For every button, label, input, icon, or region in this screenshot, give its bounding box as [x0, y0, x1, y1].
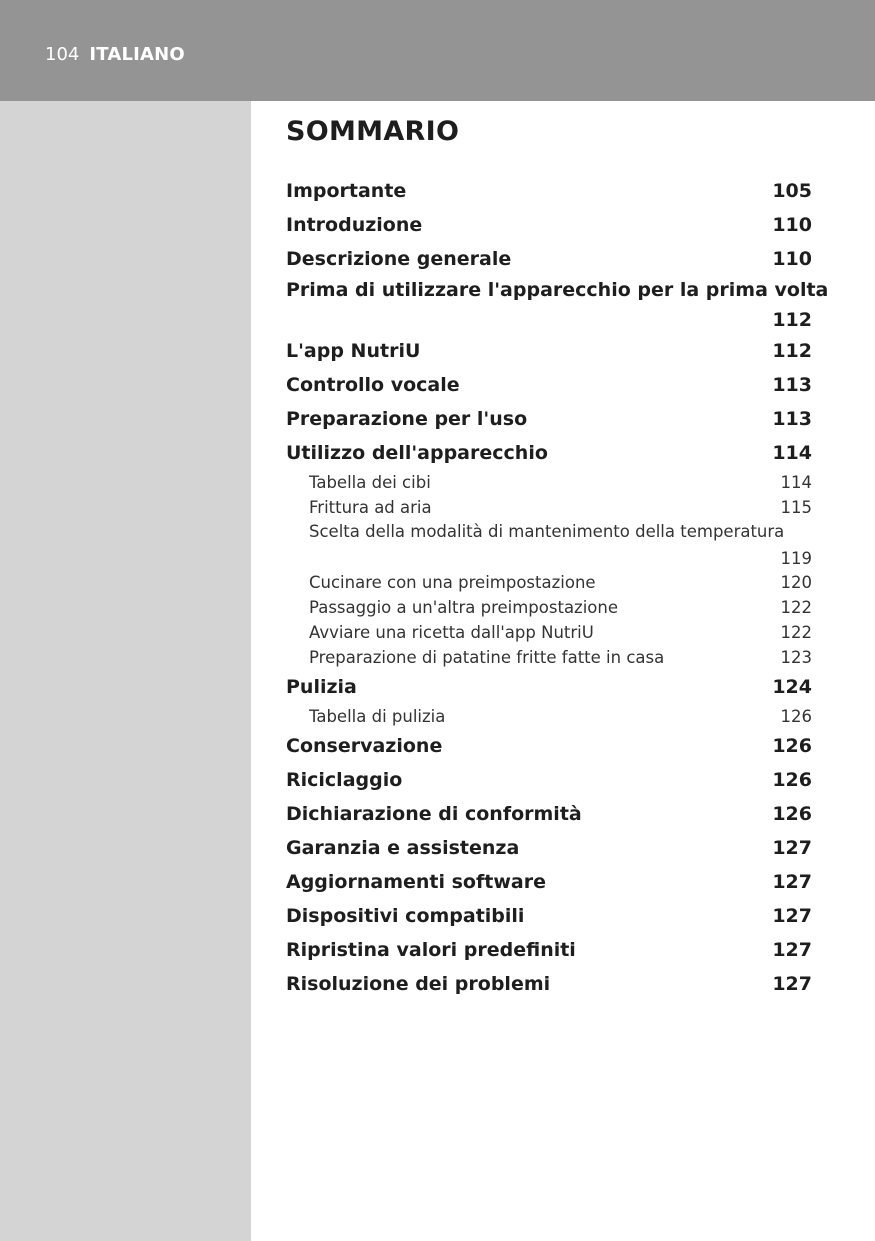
- toc-entry-page: 126: [772, 769, 812, 791]
- toc-subentry-page: 120: [780, 573, 812, 592]
- toc-entry-page: 127: [772, 871, 812, 893]
- toc-subentry-title: Cucinare con una preimpostazione: [309, 573, 596, 592]
- toc-entry-title: Utilizzo dell'apparecchio: [286, 442, 548, 464]
- toc-entry-prima-di-utilizzare[interactable]: [286, 276, 829, 334]
- toc-entry-page: 105: [772, 180, 812, 202]
- toc-entry-title: Pulizia: [286, 676, 357, 698]
- toc-entry-title: Dichiarazione di conformità: [286, 803, 582, 825]
- toc-subentry-title: Tabella dei cibi: [309, 473, 431, 492]
- header-page-number: 104: [45, 44, 80, 65]
- toc-subentry-tabella-cibi[interactable]: [286, 470, 812, 495]
- toc-subentry-page: 122: [780, 598, 812, 617]
- toc-subentry-title: Tabella di pulizia: [309, 707, 446, 726]
- toc-subentry-title: Scelta della modalità di mantenimento della temperatura: [309, 522, 785, 541]
- toc-entry-title: Risoluzione dei problemi: [286, 973, 551, 995]
- toc-subentry-cucinare-preimpostazione[interactable]: [286, 570, 812, 595]
- toc-entry-title: Importante: [286, 180, 407, 202]
- toc-entry-page: 127: [772, 905, 812, 927]
- toc-subentry-passaggio-preimpostazione[interactable]: [286, 595, 812, 620]
- toc-entry-title: Controllo vocale: [286, 374, 460, 396]
- toc-subentry-tabella-pulizia[interactable]: [286, 704, 812, 729]
- toc-entry-preparazione-per-uso[interactable]: [286, 402, 812, 436]
- toc-subentry-page: 122: [780, 623, 812, 642]
- table-of-contents: [286, 174, 829, 1001]
- toc-entry-title: Descrizione generale: [286, 248, 512, 270]
- toc-entry-title: Preparazione per l'uso: [286, 408, 528, 430]
- toc-entry-dispositivi-compatibili[interactable]: [286, 899, 812, 933]
- toc-subentry-title: Frittura ad aria: [309, 498, 432, 517]
- toc-entry-aggiornamenti-software[interactable]: [286, 865, 812, 899]
- toc-subentry-title: Preparazione di patatine fritte fatte in casa: [309, 648, 665, 667]
- toc-entry-descrizione-generale[interactable]: [286, 242, 812, 276]
- toc-content: [286, 114, 829, 1001]
- toc-subentry-page: 126: [780, 707, 812, 726]
- toc-entry-controllo-vocale[interactable]: [286, 368, 812, 402]
- toc-subentry-title: Passaggio a un'altra preimpostazione: [309, 598, 619, 617]
- toc-entry-title: Dispositivi compatibili: [286, 905, 525, 927]
- toc-entry-title: Prima di utilizzare l'apparecchio per la prima volta: [286, 279, 829, 301]
- toc-entry-risoluzione-problemi[interactable]: [286, 967, 812, 1001]
- toc-entry-page: 114: [772, 442, 812, 464]
- toc-entry-page: 126: [772, 735, 812, 757]
- page-title: SOMMARIO: [286, 116, 460, 147]
- toc-entry-page: 113: [772, 408, 812, 430]
- toc-entry-riciclaggio[interactable]: [286, 763, 812, 797]
- toc-entry-pulizia[interactable]: [286, 670, 812, 704]
- toc-entry-introduzione[interactable]: [286, 208, 812, 242]
- toc-entry-ripristina-valori[interactable]: [286, 933, 812, 967]
- toc-entry-page: 127: [772, 973, 812, 995]
- toc-entry-app-nutriu[interactable]: [286, 334, 812, 368]
- toc-entry-conservazione[interactable]: [286, 729, 812, 763]
- toc-entry-title: Ripristina valori predefiniti: [286, 939, 576, 961]
- toc-entry-title: Aggiornamenti software: [286, 871, 546, 893]
- toc-subentry-scelta-modalita[interactable]: [286, 520, 812, 570]
- toc-entry-importante[interactable]: [286, 174, 812, 208]
- toc-subentry-page: 115: [780, 498, 812, 517]
- toc-entry-page: 127: [772, 939, 812, 961]
- toc-entry-page: 124: [772, 676, 812, 698]
- toc-entry-page: 110: [772, 248, 812, 270]
- toc-entry-page: 112: [772, 340, 812, 362]
- toc-subentry-page: 123: [780, 648, 812, 667]
- toc-entry-title: Conservazione: [286, 735, 443, 757]
- toc-entry-page: 112: [772, 309, 812, 331]
- toc-entry-title: Garanzia e assistenza: [286, 837, 520, 859]
- toc-entry-page: 126: [772, 803, 812, 825]
- toc-subentry-page: 119: [780, 549, 812, 568]
- toc-subentry-patatine-fritte[interactable]: [286, 645, 812, 670]
- left-sidebar-band: [0, 101, 251, 1241]
- toc-entry-page: 110: [772, 214, 812, 236]
- toc-subentry-title: Avviare una ricetta dall'app NutriU: [309, 623, 594, 642]
- toc-subentry-page: 114: [780, 473, 812, 492]
- toc-subentry-avviare-ricetta[interactable]: [286, 620, 812, 645]
- header-text: [45, 43, 185, 67]
- toc-entry-title: Introduzione: [286, 214, 423, 236]
- toc-entry-page: 127: [772, 837, 812, 859]
- toc-subentry-frittura-ad-aria[interactable]: [286, 495, 812, 520]
- toc-entry-title: L'app NutriU: [286, 340, 421, 362]
- toc-entry-page: 113: [772, 374, 812, 396]
- toc-entry-garanzia-assistenza[interactable]: [286, 831, 812, 865]
- toc-entry-dichiarazione-conformita[interactable]: [286, 797, 812, 831]
- toc-entry-title: Riciclaggio: [286, 769, 403, 791]
- header-section-name: ITALIANO: [89, 44, 185, 65]
- toc-entry-utilizzo-apparecchio[interactable]: [286, 436, 812, 470]
- page-header: [0, 0, 875, 101]
